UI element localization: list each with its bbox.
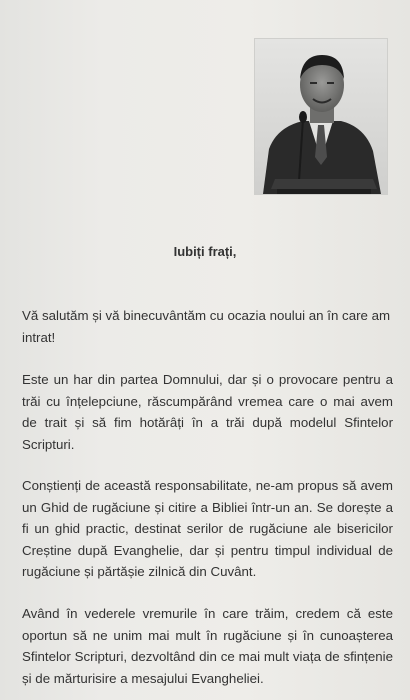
portrait-illustration [255, 39, 387, 194]
paragraph-4: Având în vederele vremurile în care trăim, credem că este oportun să ne unim mai mult în rugăciune și în cunoașterea Sfintelor Scripturi, dezvoltând din ce mai mult viața de sfințenie și de mărturisire a mesajului Evangheliei. [22, 606, 393, 686]
paragraph-1: Vă salutăm și vă binecuvântăm cu ocazia noului an în care am intrat! [22, 308, 391, 345]
paragraph-3: Conștienți de această responsabilitate, ne-am propus să avem un Ghid de rugăciune și citire a Bibliei într-un an. Se dorește a fi un ghid practic, destinat serilor de rugăciune ale bisericilor Creștine după Evanghelie, dar și pentru timpul individual de rugăciune și părtășie zilnică din Cuvânt. [22, 478, 393, 579]
speaker-portrait-photo [254, 38, 388, 195]
paragraph-2: Este un har din partea Domnului, dar și o provocare pentru a trăi cu înțelepciune, răscumpărând vremea care o mai avem de trait și să fim hotărâți în a trăi după modelul Sfintelor Scripturi. [22, 372, 393, 452]
greeting-heading: Iubiți frați, [173, 244, 237, 259]
